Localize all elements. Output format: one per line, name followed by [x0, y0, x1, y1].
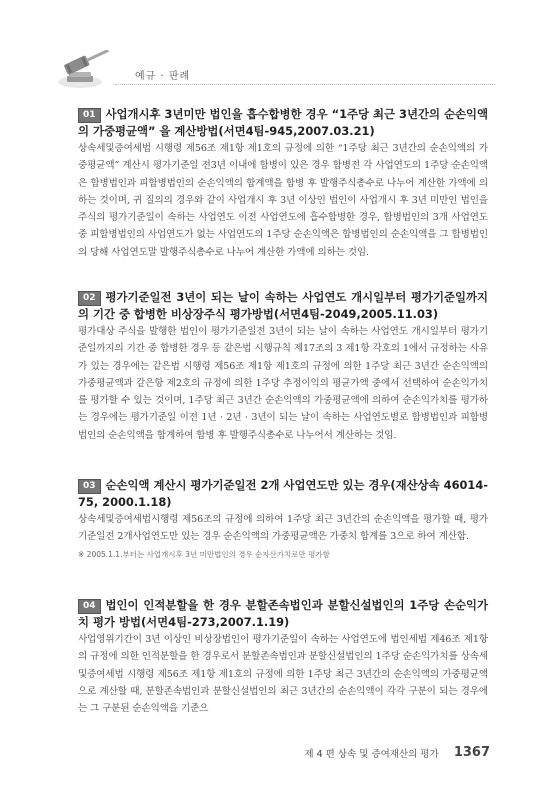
gavel-icon	[55, 50, 115, 90]
section-body: 상속세및증여세법시행령 제56조의 규정에 의하여 1주당 최근 3년간의 순손익액을 평가할 때, 평가기준일전 2개사업연도만 있는 경우 순손익액의 가중평균액은 가중치 합계를 3으로 하여 계산함.	[78, 514, 488, 543]
page-header	[55, 50, 495, 90]
section-heading	[78, 597, 488, 631]
section-body: 평가대상 주식을 발행한 법인이 평가기준일전 3년이 되는 날이 속하는 사업연도 개시일부터 평가기준일까지의 기간 중 합병한 경우 등 같은법 시행규칙 제17조의 3 제1항 각호의 1에서 규정하는 사유가 있는 경우에는 같은법 시행령 제56조 제1항 제1호의 규정에 의한 1주당 최근 3년간 순손익액의 가중평균액과 같은항 제2호의 규정에 의한 1주당 추정이익의 평균가액 중에서 선택하여 순손익가치를 평가할 수 있는 것이며, 1주당 최근 3년간 순손익액의 가중평균액에 의하여 순손익가치를 평가하는 경우에는 평가기준일 이전 1년 · 2년 · 3년이 되는 날이 속하는 사업연도별로 합병법인과 피합병법인의 순손익액을 합계하여 합병 후 발행주식총수로 나누어서 계산하는 것임.	[78, 326, 488, 441]
section-title: 순손익액 계산시 평가기준일전 2개 사업연도만 있는 경우(재산상속 46014-75, 2000.1.18)	[78, 478, 488, 509]
section-number-badge: 03	[78, 479, 101, 494]
section-heading	[78, 289, 488, 323]
section-title: 평가기준일전 3년이 되는 날이 속하는 사업연도 개시일부터 평가기준일까지의 기간 중 합병한 비상장주식 평가방법(서면4팀-2049,2005.11.03)	[78, 290, 488, 321]
section-title: 사업개시후 3년미만 법인을 흡수합병한 경우 “1주당 최근 3년간의 순손익액의 가중평균액” 을 계산방법(서면4팀-945,2007.03.21)	[78, 107, 488, 138]
category-label: 예규 · 판례	[135, 71, 191, 82]
page-footer	[280, 742, 490, 762]
section-note: ※ 2005.1.1.부터는 사업개시후 3년 미만법인의 경우 순자산가치로만 평가함	[78, 549, 330, 559]
section-heading	[78, 477, 488, 511]
header-divider	[115, 84, 495, 85]
case-section-04	[78, 597, 488, 717]
case-section-03	[78, 477, 488, 562]
section-body: 사업영위기간이 3년 이상인 비상장법인이 평가기준일이 속하는 사업연도에 법인세법 제46조 제1항의 규정에 의한 인적분할을 한 경우로서 분할존속법인과 분할신설법인의 1주당 순손익가치를 상속세및증여세법 시행령 제56조 제1항 제1호의 규정에 의한 1주당 최근 3년간의 순손익액의 가중평균액으로 계산할 때, 분할존속법인과 분할신설법인의 최근 3년간의 순손익액이 각각 구분이 되는 경우에는 그 구분된 순손익액을 기준으	[78, 634, 488, 715]
case-section-02	[78, 289, 488, 444]
case-section-01	[78, 106, 488, 261]
page-number: 1367	[453, 745, 490, 760]
section-body: 상속세및증여세법 시행령 제56조 제1항 제1호의 규정에 의한 “1주당 최근 3년간의 순손익액의 가중평균액” 계산시 평가기준일 전3년 이내에 합병이 있은 경우 합병전 각 사업연도의 1주당 순손익액은 합병법인과 피합병법인의 순손익액의 합계액을 합병 후 발행주식총수로 나누어 계산한 가액에 의하는 것이며, 귀 질의의 경우와 같이 사업개시 후 3년 이상인 법인이 사업개시 후 3년 미만인 법인을 주식의 평가기준일이 속하는 사업연도 이전 사업연도에 흡수합병한 경우, 합병법인의 3개 사업연도 중 피합병법인의 사업연도가 없는 사업연도의 1주당 순손익액은 합병법인의 순손익액을 그 합병법인의 당해 사업연도말 발행주식총수로 나누어 계산한 가액에 의하는 것임.	[78, 143, 488, 258]
section-number-badge: 02	[78, 291, 101, 306]
section-number-badge: 01	[78, 108, 101, 123]
section-title: 법인이 인적분할을 한 경우 분할존속법인과 분할신설법인의 1주당 손순익가치 평가 방법(서면4팀-273,2007.1.19)	[78, 598, 488, 629]
section-number-badge: 04	[78, 599, 101, 614]
section-heading	[78, 106, 488, 140]
chapter-title: 제 4 편 상속 및 증여재산의 평가	[304, 748, 439, 760]
